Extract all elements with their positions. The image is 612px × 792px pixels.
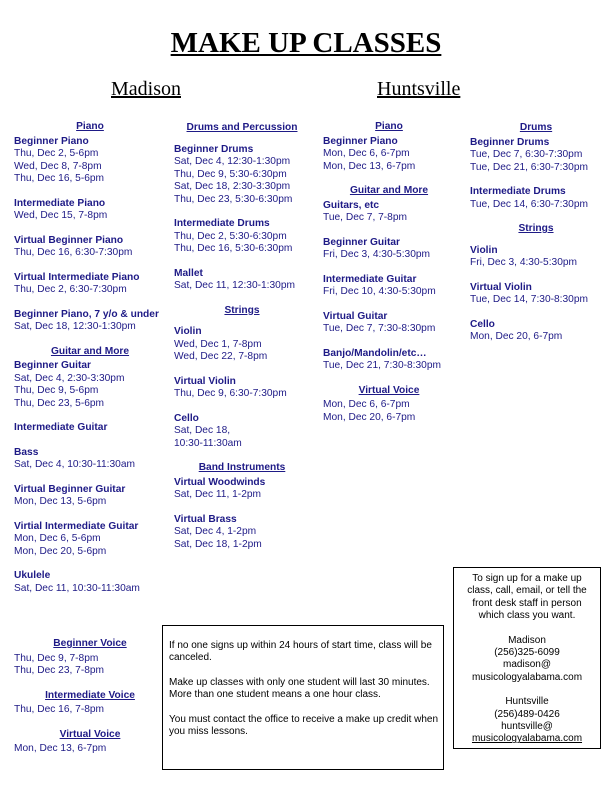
class-name: Bass	[14, 446, 39, 458]
class-time: Thu, Dec 16, 5-6pm	[14, 173, 105, 184]
notice-paragraph: If no one signs up within 24 hours of start time, class will be canceled.	[169, 640, 432, 664]
section-heading: Virtual Voice	[59, 728, 121, 740]
class-group	[323, 399, 455, 424]
contact-box	[453, 567, 601, 749]
class-name: Virtial Intermediate Guitar	[14, 520, 139, 532]
class-name: Intermediate Drums	[470, 186, 566, 197]
class-group	[14, 653, 166, 678]
class-group	[174, 477, 310, 502]
contact-huntsville	[454, 696, 600, 746]
class-group	[470, 245, 602, 270]
class-name: Beginner Drums	[174, 143, 254, 155]
section-heading: Piano	[76, 121, 104, 132]
class-time: Mon, Dec 20, 5-6pm	[14, 545, 107, 557]
class-name: Virtual Beginner Guitar	[14, 483, 126, 495]
section-heading: Drums	[519, 122, 553, 133]
section-heading: Guitar and More	[349, 185, 429, 196]
contact-intro: To sign up for a make up class, call, email, or tell the front desk staff in person which class you want.	[467, 573, 587, 622]
class-time: Mon, Dec 13, 6-7pm	[14, 743, 107, 754]
class-time: Thu, Dec 16, 5:30-6:30pm	[174, 243, 293, 254]
schedule-section	[14, 729, 166, 756]
class-time: Wed, Dec 8, 7-8pm	[14, 160, 102, 172]
class-group	[174, 144, 310, 207]
class-group	[323, 311, 455, 336]
class-group	[14, 422, 166, 435]
class-group	[174, 218, 310, 256]
class-time: Thu, Dec 9, 5:30-6:30pm	[174, 168, 287, 180]
class-time: Tue, Dec 14, 7:30-8:30pm	[470, 294, 588, 305]
location-heading-madison: Madison	[111, 78, 181, 100]
class-time: Sat, Dec 18, 2:30-3:30pm	[174, 181, 291, 192]
class-group	[14, 136, 166, 186]
class-time: Wed, Dec 1, 7-8pm	[174, 338, 262, 350]
class-time: Tue, Dec 21, 6:30-7:30pm	[470, 161, 588, 173]
section-heading: Drums and Percussion	[186, 122, 298, 133]
class-time: Sat, Dec 18, 12:30-1:30pm	[14, 321, 136, 332]
class-time: Thu, Dec 23, 5:30-6:30pm	[174, 193, 293, 205]
class-name: Virtual Violin	[470, 281, 532, 293]
class-name: Mallet	[174, 267, 203, 279]
madison-column-2	[174, 122, 310, 551]
class-time: Thu, Dec 23, 7-8pm	[14, 665, 105, 676]
class-time: Thu, Dec 9, 6:30-7:30pm	[174, 388, 287, 399]
class-group	[323, 274, 455, 299]
class-group	[14, 360, 166, 410]
class-time: Thu, Dec 9, 7-8pm	[14, 652, 99, 664]
schedule-section	[14, 346, 166, 596]
class-time: Thu, Dec 23, 5-6pm	[14, 397, 105, 409]
class-time: Sat, Dec 11, 10:30-11:30am	[14, 582, 140, 594]
section-heading: Piano	[375, 121, 403, 132]
class-group	[470, 137, 602, 175]
class-group	[14, 484, 166, 509]
class-time: Sat, Dec 4, 12:30-1:30pm	[174, 156, 291, 167]
class-name: Virtual Intermediate Piano	[14, 271, 140, 283]
huntsville-column-1	[323, 121, 455, 424]
class-name: Virtual Brass	[174, 513, 237, 525]
class-time: Thu, Dec 2, 5:30-6:30pm	[174, 230, 287, 242]
class-time: Tue, Dec 14, 6:30-7:30pm	[470, 198, 588, 210]
class-time: Wed, Dec 22, 7-8pm	[174, 351, 268, 362]
class-time: Sat, Dec 4, 1-2pm	[174, 526, 257, 537]
class-name: Violin	[470, 244, 498, 256]
class-name: Virtual Guitar	[323, 310, 388, 322]
class-time: Thu, Dec 2, 6:30-7:30pm	[14, 284, 127, 295]
class-name: Guitars, etc	[323, 199, 380, 211]
class-time: Sat, Dec 4, 10:30-11:30am	[14, 459, 136, 470]
schedule-section	[14, 121, 166, 334]
contact-huntsville-name: Huntsville	[505, 696, 549, 708]
class-group	[14, 309, 166, 334]
schedule-section	[174, 462, 310, 551]
section-heading: Guitar and More	[50, 345, 130, 357]
huntsville-column-2	[470, 122, 602, 344]
class-group	[470, 319, 602, 344]
page-title: MAKE UP CLASSES	[170, 27, 442, 59]
class-time: Fri, Dec 3, 4:30-5:30pm	[470, 257, 578, 268]
section-heading: Strings	[224, 304, 260, 316]
section-heading: Band Instruments	[198, 462, 286, 473]
class-group	[14, 743, 166, 756]
schedule-section	[174, 305, 310, 451]
class-group	[470, 186, 602, 211]
class-time: Wed, Dec 15, 7-8pm	[14, 210, 108, 221]
class-name: Banjo/Mandolin/etc…	[323, 347, 427, 359]
schedule-section	[174, 122, 310, 293]
class-group	[14, 198, 166, 223]
class-name: Violin	[174, 326, 202, 337]
class-time: Tue, Dec 7, 6:30-7:30pm	[470, 149, 583, 160]
class-time: 10:30-11:30am	[174, 437, 242, 449]
class-time: Mon, Dec 13, 5-6pm	[14, 496, 107, 507]
class-time: Tue, Dec 7, 7-8pm	[323, 212, 407, 223]
class-group	[14, 521, 166, 559]
class-group	[14, 235, 166, 260]
class-time: Mon, Dec 20, 6-7pm	[470, 331, 563, 342]
class-time: Thu, Dec 9, 5-6pm	[14, 385, 99, 396]
class-group	[323, 237, 455, 262]
class-group	[323, 136, 455, 174]
schedule-section	[323, 185, 455, 373]
class-group	[323, 200, 455, 225]
section-heading: Virtual Voice	[358, 384, 420, 396]
notice-paragraph: You must contact the office to receive a make up credit when you miss lessons.	[169, 713, 439, 738]
madison-voice-column	[14, 638, 166, 756]
class-time: Thu, Dec 16, 6:30-7:30pm	[14, 247, 133, 258]
class-name: Beginner Piano	[14, 135, 89, 147]
class-time: Sat, Dec 4, 2:30-3:30pm	[14, 372, 125, 384]
section-heading: Beginner Voice	[53, 638, 127, 649]
class-group	[174, 326, 310, 364]
class-group	[14, 570, 166, 595]
class-time: Mon, Dec 6, 5-6pm	[14, 533, 101, 544]
contact-madison	[454, 635, 600, 685]
class-group	[174, 413, 310, 451]
class-name: Cello	[470, 318, 495, 330]
class-name: Beginner Drums	[470, 136, 550, 148]
class-time: Sat, Dec 11, 12:30-1:30pm	[174, 280, 296, 291]
class-name: Virtual Violin	[174, 375, 236, 387]
class-group	[323, 348, 455, 373]
class-name: Beginner Guitar	[14, 360, 91, 371]
contact-huntsville-email-user[interactable]: huntsville@	[501, 721, 553, 733]
class-name: Intermediate Guitar	[323, 273, 417, 285]
class-time: Fri, Dec 10, 4:30-5:30pm	[323, 286, 436, 297]
class-name: Virtual Woodwinds	[174, 476, 266, 488]
class-group	[174, 268, 310, 293]
contact-madison-phone[interactable]: (256)325-6099	[494, 647, 560, 659]
section-heading: Intermediate Voice	[45, 689, 135, 701]
schedule-section	[323, 385, 455, 425]
class-name: Ukulele	[14, 570, 51, 581]
class-group	[470, 282, 602, 307]
class-time: Mon, Dec 20, 6-7pm	[323, 411, 416, 423]
class-time: Sat, Dec 18, 1-2pm	[174, 538, 262, 550]
class-name: Virtual Beginner Piano	[14, 234, 124, 246]
class-name: Beginner Piano, 7 y/o & under	[14, 308, 159, 320]
class-group	[14, 704, 166, 717]
class-name: Cello	[174, 412, 199, 424]
class-time: Tue, Dec 7, 7:30-8:30pm	[323, 323, 436, 334]
schedule-section	[470, 122, 602, 211]
class-name: Intermediate Guitar	[14, 422, 108, 433]
class-name: Beginner Guitar	[323, 236, 400, 248]
contact-madison-email-domain[interactable]: musicologyalabama.com	[471, 671, 583, 683]
contact-huntsville-email-link[interactable]: musicologyalabama.com	[471, 733, 583, 745]
class-name: Intermediate Piano	[14, 197, 106, 209]
class-group	[14, 447, 166, 472]
contact-madison-name: Madison	[508, 634, 546, 646]
notice-paragraph: Make up classes with only one student will last 30 minutes. More than one student means a one hour class.	[169, 676, 430, 701]
class-group	[14, 272, 166, 297]
class-time: Tue, Dec 21, 7:30-8:30pm	[323, 360, 441, 371]
class-time: Thu, Dec 16, 7-8pm	[14, 704, 105, 715]
class-time: Fri, Dec 3, 4:30-5:30pm	[323, 249, 431, 260]
section-heading: Strings	[518, 223, 554, 234]
class-time: Mon, Dec 6, 6-7pm	[323, 148, 410, 159]
schedule-section	[323, 121, 455, 173]
class-name: Intermediate Drums	[174, 218, 270, 229]
contact-madison-email-user[interactable]: madison@	[503, 659, 551, 671]
contact-huntsville-phone[interactable]: (256)489-0426	[494, 708, 560, 720]
class-time: Mon, Dec 13, 6-7pm	[323, 160, 416, 172]
class-group	[174, 514, 310, 552]
class-group	[174, 376, 310, 401]
class-time: Mon, Dec 6, 6-7pm	[323, 399, 410, 410]
schedule-section	[14, 638, 166, 678]
schedule-section	[470, 223, 602, 344]
notice-box	[162, 625, 444, 770]
class-time: Sat, Dec 11, 1-2pm	[174, 489, 262, 500]
schedule-section	[14, 690, 166, 717]
location-heading-huntsville: Huntsville	[377, 78, 461, 100]
madison-column-1	[14, 121, 166, 595]
class-name: Beginner Piano	[323, 135, 398, 147]
class-time: Thu, Dec 2, 5-6pm	[14, 148, 99, 159]
class-time: Sat, Dec 18,	[174, 425, 231, 436]
